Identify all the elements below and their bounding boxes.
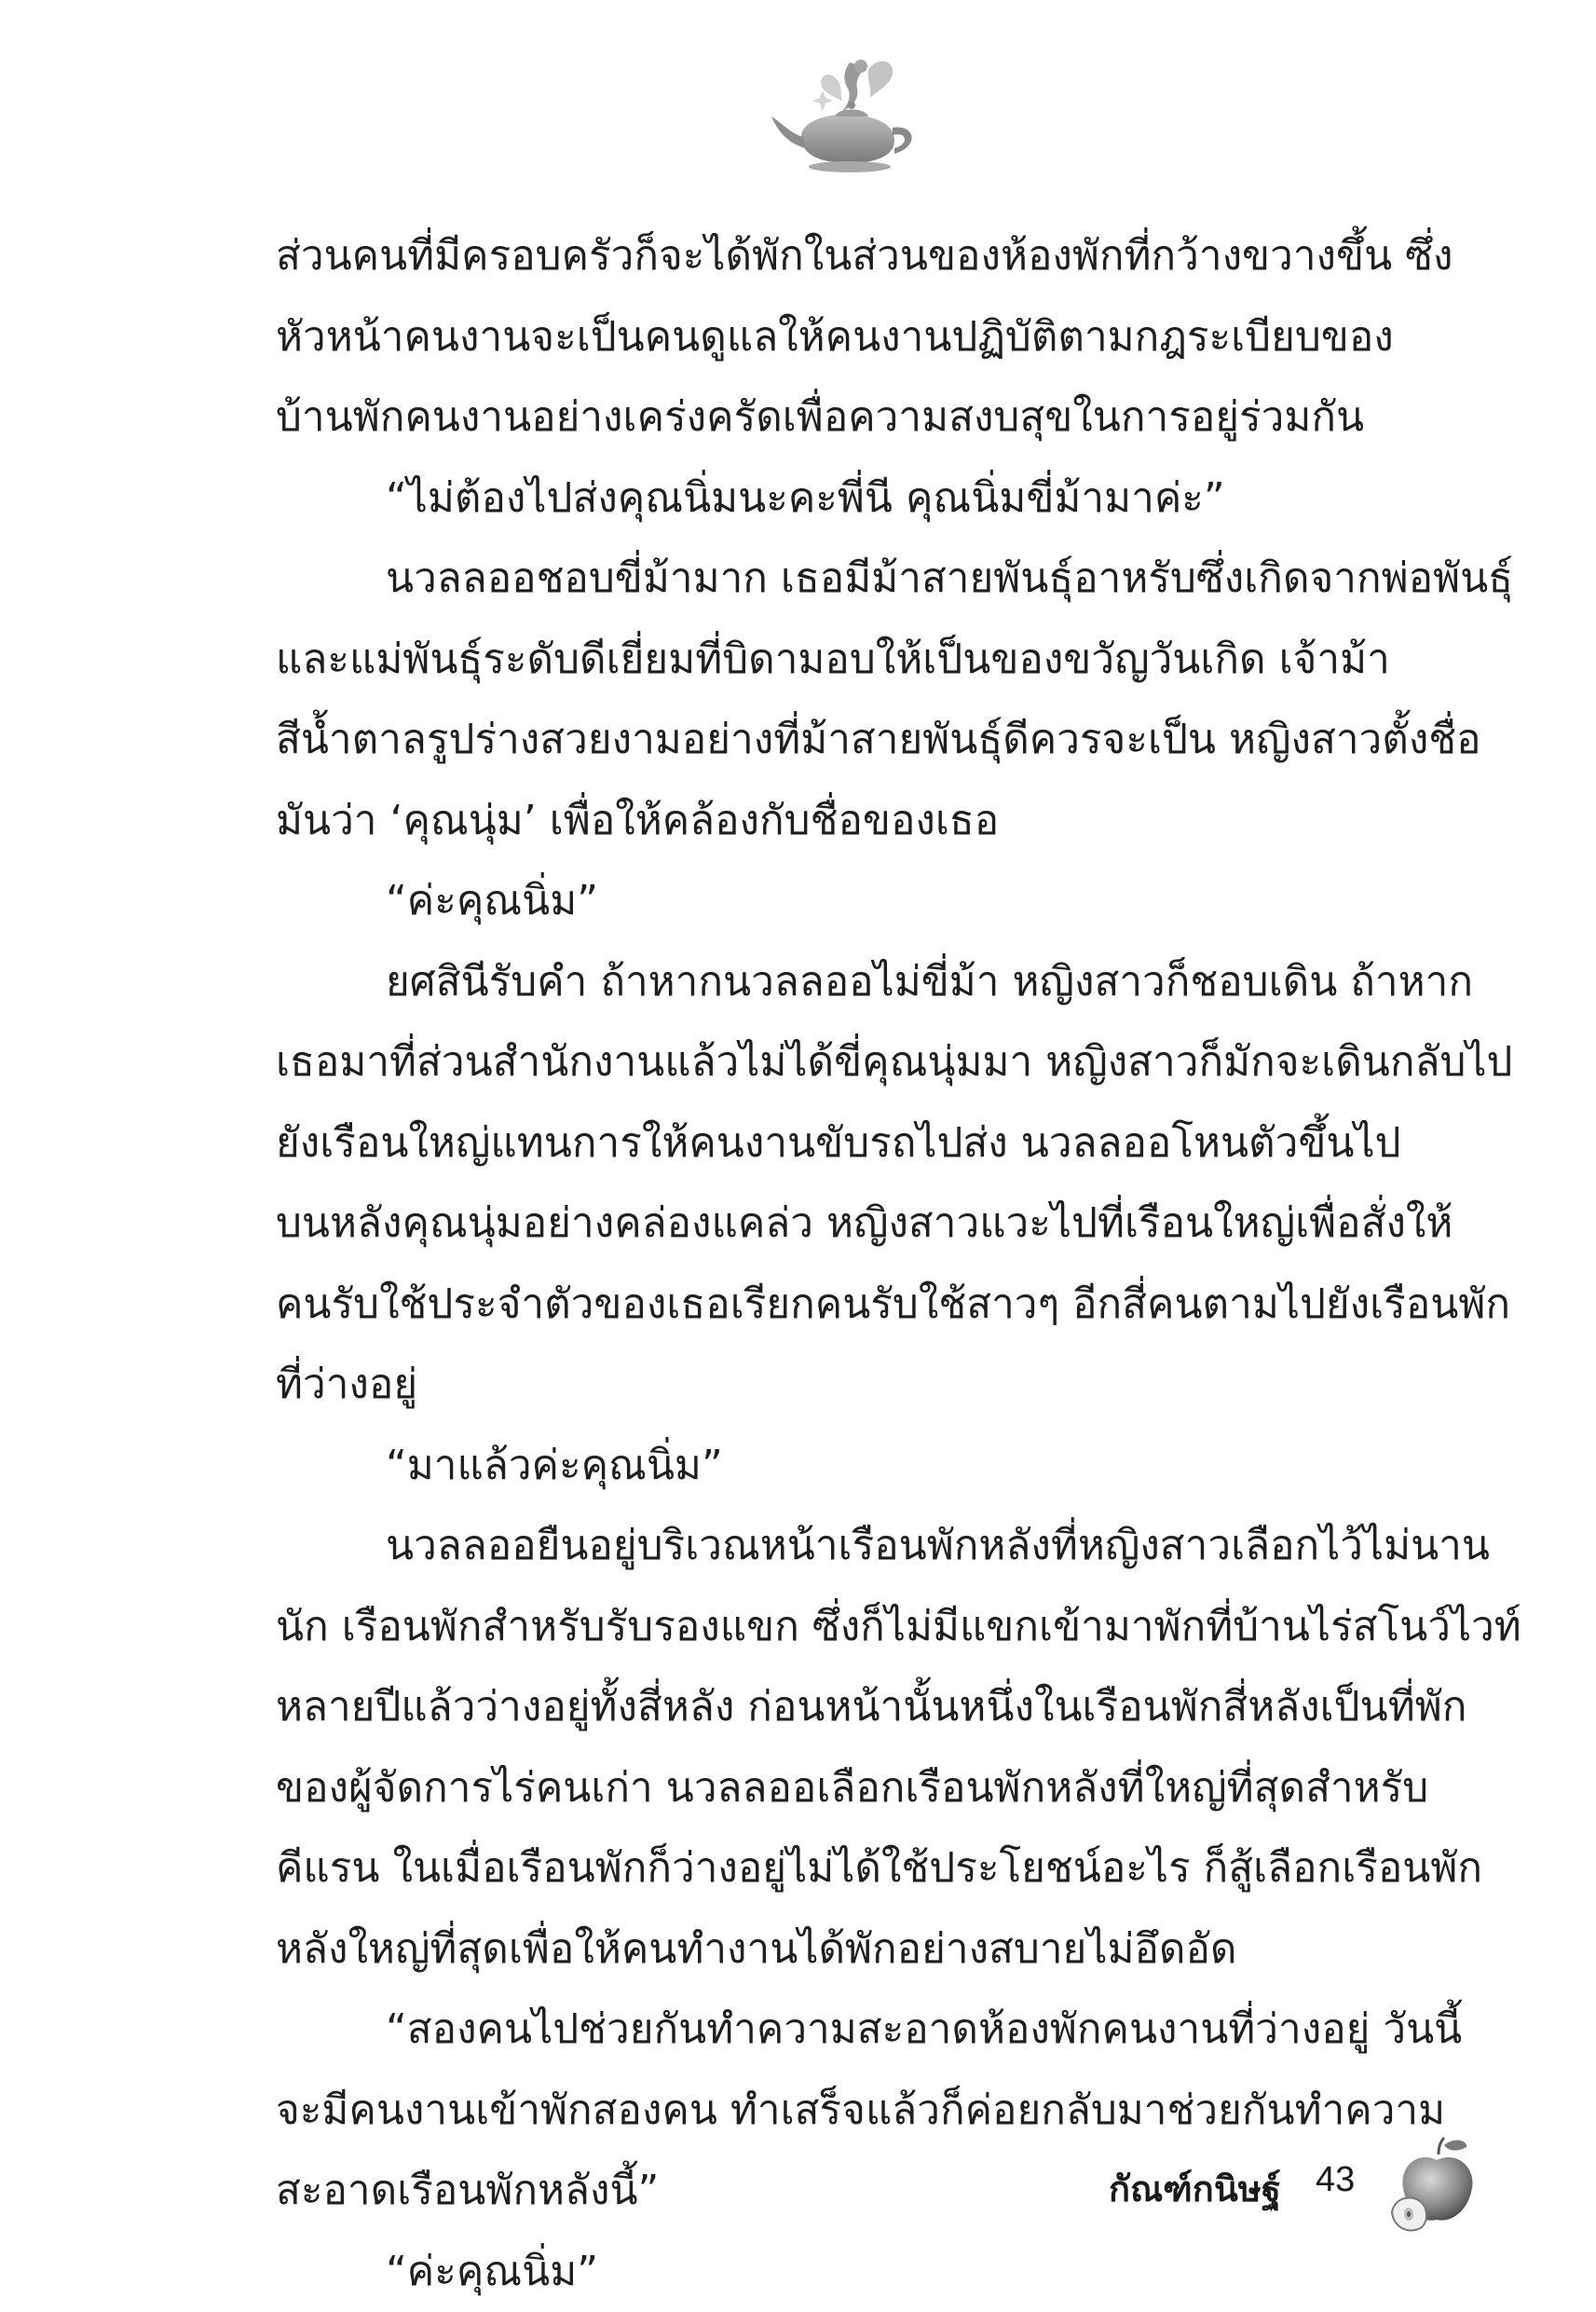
teapot-fairy-icon — [764, 51, 932, 182]
text-line: “ไม่ต้องไปส่งคุณนิ่มนะคะพี่นี คุณนิ่มขี่ม้ามาค่ะ” — [276, 458, 1422, 540]
apple-icon — [1390, 2134, 1483, 2237]
text-line: ของผู้จัดการไร่คนเก่า นวลลออเลือกเรือนพักหลังที่ใหญ่ที่สุดสำหรับ — [276, 1748, 1422, 1829]
text-line: หลายปีแล้วว่างอยู่ทั้งสี่หลัง ก่อนหน้านั้นหนึ่งในเรือนพักสี่หลังเป็นที่พัก — [276, 1667, 1422, 1748]
text-line: มันว่า ‘คุณนุ่ม’ เพื่อให้คล้องกับชื่อของเธอ — [276, 781, 1422, 862]
text-line: “สองคนไปช่วยกันทำความสะอาดห้องพักคนงานที่ว่างอยู่ วันนี้ — [276, 1990, 1422, 2071]
text-line: ที่ว่างอยู่ — [276, 1345, 1422, 1426]
text-line: จะมีคนงานเข้าพักสองคน ทำเสร็จแล้วก็ค่อยกลับมาช่วยกันทำความ — [276, 2071, 1422, 2152]
page-number: 43 — [1316, 2160, 1355, 2200]
text-line: หัวหน้าคนงานจะเป็นคนดูแลให้คนงานปฏิบัติตามกฎระเบียบของ — [276, 297, 1422, 378]
text-line: บนหลังคุณนุ่มอย่างคล่องแคล่ว หญิงสาวแวะไปที่เรือนใหญ่เพื่อสั่งให้ — [276, 1183, 1422, 1265]
page-footer — [1109, 2134, 1481, 2246]
text-line: คีแรน ในเมื่อเรือนพักก็ว่างอยู่ไม่ได้ใช้ประโยชน์อะไร ก็สู้เลือกเรือนพัก — [276, 1828, 1422, 1909]
text-line: นัก เรือนพักสำหรับรับรองแขก ซึ่งก็ไม่มีแขกเข้ามาพักที่บ้านไร่สโนว์ไวท์ — [276, 1587, 1422, 1668]
text-line: “ค่ะคุณนิ่ม” — [276, 2232, 1422, 2312]
text-line: หลังใหญ่ที่สุดเพื่อให้คนทำงานได้พักอย่างสบายไม่อึดอัด — [276, 1909, 1422, 1991]
text-line: คนรับใช้ประจำตัวของเธอเรียกคนรับใช้สาวๆ อีกสี่คนตามไปยังเรือนพัก — [276, 1265, 1422, 1346]
text-line: ยศสินีรับคำ ถ้าหากนวลลออไม่ขี่ม้า หญิงสาวก็ชอบเดิน ถ้าหาก — [276, 942, 1422, 1023]
page-body — [276, 216, 1422, 2071]
text-line: นวลลออชอบขี่ม้ามาก เธอมีม้าสายพันธุ์อาหรับซึ่งเกิดจากพ่อพันธุ์ — [276, 539, 1422, 620]
text-line: ยังเรือนใหญ่แทนการให้คนงานขับรถไปส่ง นวลลออโหนตัวขึ้นไป — [276, 1103, 1422, 1184]
text-line: เธอมาที่ส่วนสำนักงานแล้วไม่ได้ขี่คุณนุ่มมา หญิงสาวก็มักจะเดินกลับไป — [276, 1022, 1422, 1103]
text-line: “ค่ะคุณนิ่ม” — [276, 861, 1422, 942]
text-line: ส่วนคนที่มีครอบครัวก็จะได้พักในส่วนของห้องพักที่กว้างขวางขึ้น ซึ่ง — [276, 216, 1422, 297]
text-line: บ้านพักคนงานอย่างเคร่งครัดเพื่อความสงบสุขในการอยู่ร่วมกัน — [276, 377, 1422, 458]
text-line: “มาแล้วค่ะคุณนิ่ม” — [276, 1426, 1422, 1507]
text-line: นวลลออยืนอยู่บริเวณหน้าเรือนพักหลังที่หญิงสาวเลือกไว้ไม่นาน — [276, 1506, 1422, 1587]
running-title: กัณฑ์กนิษฐ์ — [1109, 2160, 1281, 2217]
text-line: และแม่พันธุ์ระดับดีเยี่ยมที่บิดามอบให้เป็นของขวัญวันเกิด เจ้าม้า — [276, 620, 1422, 701]
text-line: สีน้ำตาลรูปร่างสวยงามอย่างที่ม้าสายพันธุ์ดีควรจะเป็น หญิงสาวตั้งชื่อ — [276, 700, 1422, 781]
text-line: สะอาดเรือนพักหลังนี้” — [276, 2151, 1422, 2232]
